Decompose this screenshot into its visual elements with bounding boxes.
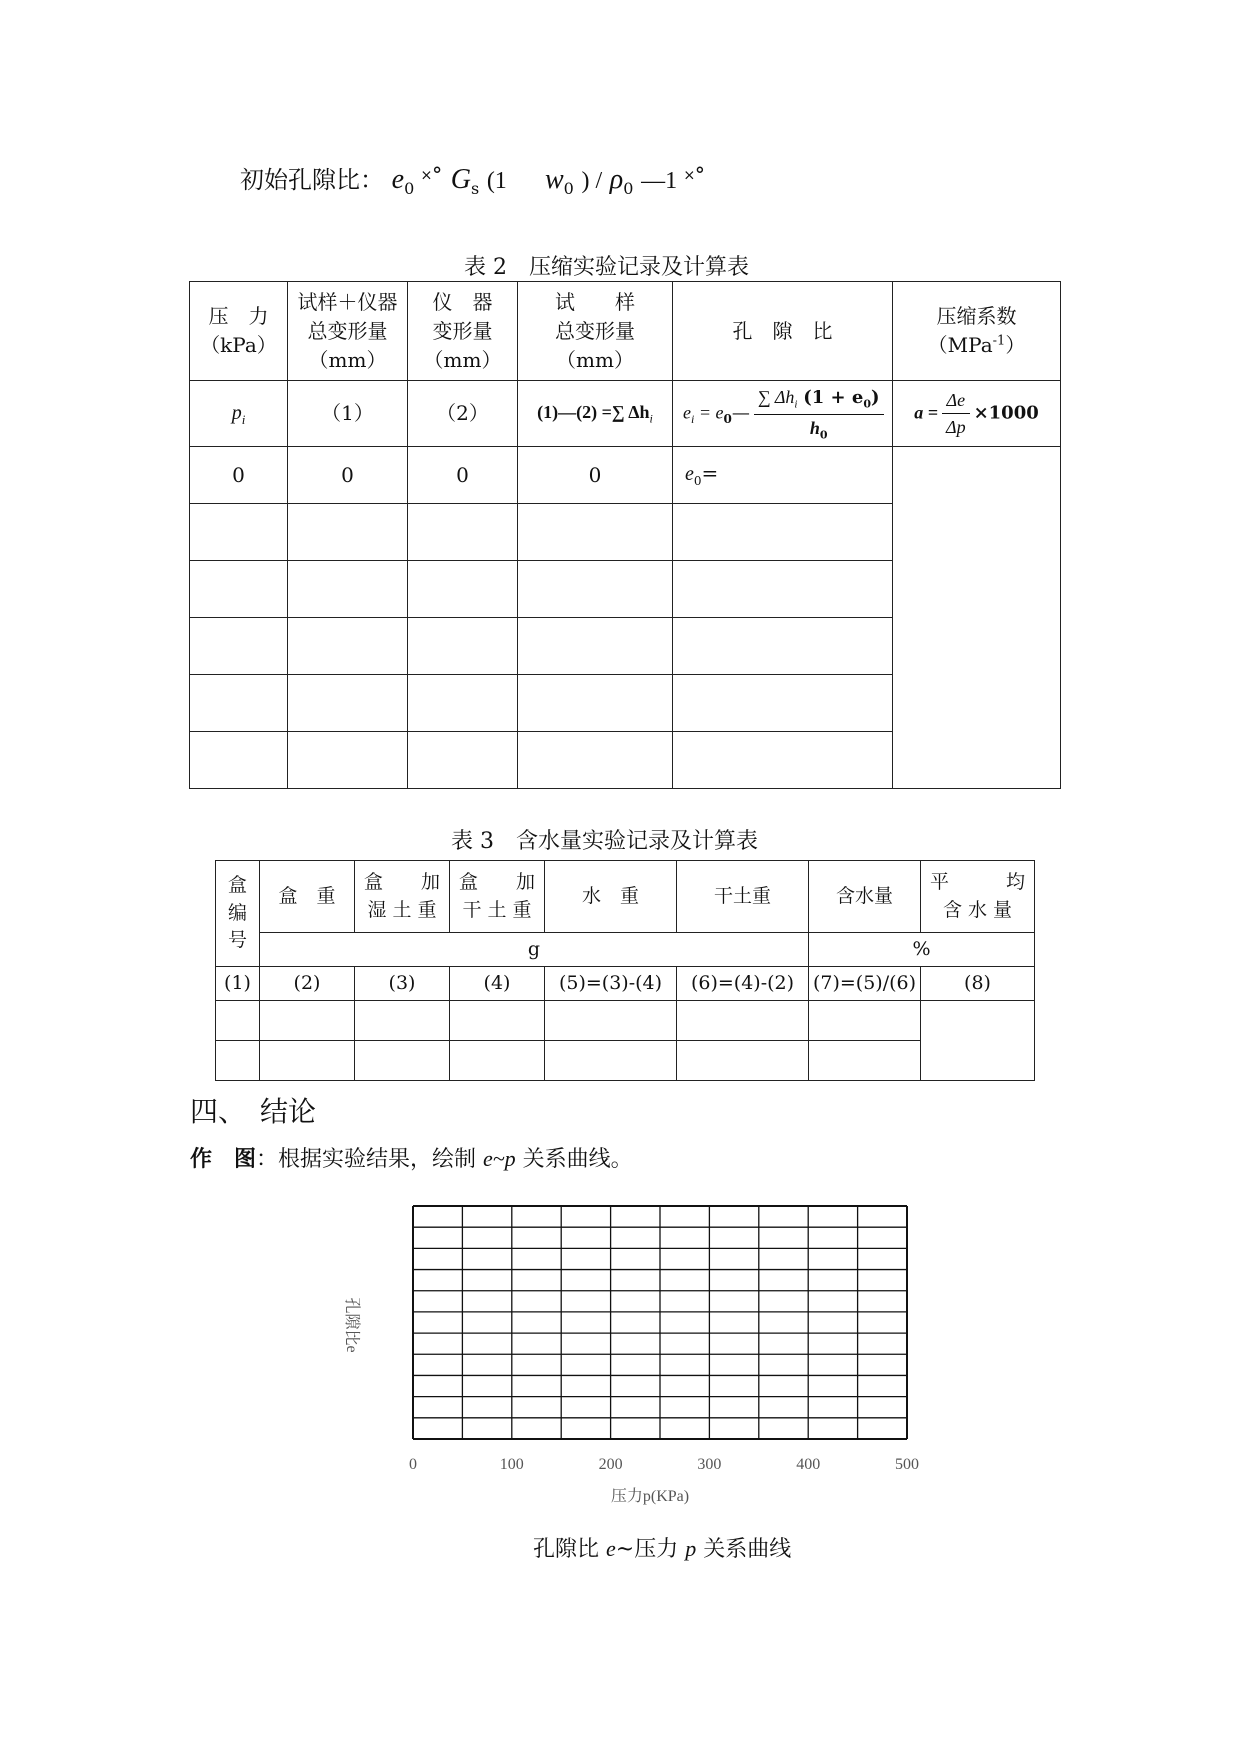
empty-cell (677, 1001, 809, 1041)
ei-minus: — (731, 402, 750, 424)
unit-percent: % (809, 933, 1035, 967)
header-coefficient-label: 压缩系数 (936, 304, 1017, 328)
table3-header-row (216, 861, 1035, 933)
empty-cell (673, 675, 893, 732)
header-void-ratio (673, 282, 893, 381)
formula-open: (1 (486, 168, 507, 194)
table2-caption: 表 2 压缩实验记录及计算表 (464, 255, 749, 280)
unit-exponent: -1 (992, 333, 1006, 349)
compression-table (189, 281, 1061, 789)
header-pressure (190, 282, 288, 381)
table3-data-row (216, 1041, 1035, 1081)
empty-cell (355, 1041, 450, 1081)
empty-cell (518, 561, 673, 618)
symbol-void-ratio-formula (673, 381, 893, 447)
header-coefficient-unit (893, 331, 1060, 360)
empty-cell (190, 504, 288, 561)
empty-cell (518, 618, 673, 675)
figure-caption (533, 1532, 791, 1563)
ei-num-sub: i (794, 398, 798, 411)
ei-num-a: ∑ Δh (757, 386, 795, 407)
plotting-ep: e~p (483, 1146, 516, 1171)
water-content-table (215, 860, 1035, 1081)
formula-rho: ρ (609, 164, 624, 195)
conclusion-heading: 四、 结论 (190, 1095, 317, 1128)
formula-g: G (450, 164, 471, 195)
plotting-label: 作 图 (190, 1147, 257, 1172)
header-box-number (216, 861, 260, 967)
header-box-number-1: 盒 (227, 874, 247, 897)
symbol-col3-text: (1)—(2) =∑ Δh (537, 402, 650, 422)
a-tail: ×1000 (973, 402, 1039, 424)
empty-cell (518, 675, 673, 732)
empty-cell (408, 675, 518, 732)
header-instrument-unit: （mm） (423, 347, 502, 372)
ep-chart (320, 1195, 940, 1515)
empty-cell (288, 618, 408, 675)
formula-mark-2: ˟˚ (684, 166, 706, 194)
empty-cell (518, 504, 673, 561)
chart-x-tick-label: 100 (499, 1456, 524, 1473)
formula-cell-1: (1) (216, 967, 260, 1001)
cell-total-0: 0 (288, 447, 408, 504)
formula-cell-6: (6)=(4)-(2) (677, 967, 809, 1001)
header-box-dry-line1: 盒 加 (458, 870, 535, 893)
formula-w: w (544, 164, 564, 195)
header-box-number-3: 号 (227, 929, 247, 952)
empty-cell (408, 561, 518, 618)
empty-cell (260, 1001, 355, 1041)
empty-cell (450, 1041, 545, 1081)
a-denominator: Δp (946, 417, 966, 437)
symbol-col3-sub: i (649, 411, 653, 426)
symbol-p-sub: i (241, 411, 246, 427)
symbol-p-letter: p (231, 401, 242, 424)
unit-close: ） (1005, 333, 1026, 357)
formula-cell-8: (8) (921, 967, 1035, 1001)
ei-den-h: h (809, 417, 820, 438)
empty-cell (673, 504, 893, 561)
chart-x-tick-label: 200 (598, 1456, 623, 1473)
cell-pressure-0: 0 (190, 447, 288, 504)
cell-instrument-0: 0 (408, 447, 518, 504)
cell-e0 (673, 447, 893, 504)
figure-caption-tail: 关系曲线 (696, 1537, 792, 1562)
table3-unit-row (216, 933, 1035, 967)
cell-e0-sub: 0 (693, 474, 702, 489)
empty-cell (809, 1041, 921, 1081)
header-box-dry-soil (450, 861, 545, 933)
header-box-wet-line1: 盒 加 (363, 870, 440, 893)
chart-x-tick-label: 500 (895, 1456, 919, 1473)
empty-cell (288, 675, 408, 732)
chart-grid (413, 1206, 907, 1439)
header-avg-line1: 平 均 (929, 870, 1025, 893)
plotting-tail: 关系曲线。 (515, 1147, 633, 1172)
symbol-coefficient-formula (893, 381, 1061, 447)
table2-data-row (190, 447, 1061, 504)
header-water-content: 含水量 (809, 861, 921, 933)
plotting-instruction (190, 1142, 633, 1173)
chart-x-tick-label: 400 (796, 1456, 821, 1473)
chart-x-tick-label: 0 (409, 1456, 417, 1473)
symbol-col1: （1） (288, 381, 408, 447)
empty-cell (260, 1041, 355, 1081)
initial-void-ratio-formula (240, 160, 706, 198)
header-instrument-line2: 变形量 (432, 318, 493, 343)
empty-cell (673, 732, 893, 789)
empty-cell (216, 1041, 260, 1081)
formula-cell-5: (5)=(3)-(4) (545, 967, 677, 1001)
ei-num-b-sub: 0 (863, 397, 871, 411)
empty-cell (545, 1001, 677, 1041)
formula-cell-3: (3) (355, 967, 450, 1001)
header-box-dry-line2: 干 土 重 (462, 898, 532, 921)
symbol-p (190, 381, 288, 447)
header-total-deformation-line2: 总变形量 (307, 318, 388, 343)
cell-sample-0: 0 (518, 447, 673, 504)
formula-mark-1: ˟˚ (421, 166, 444, 194)
chart-x-tick-label: 300 (697, 1456, 722, 1473)
empty-cell (190, 675, 288, 732)
formula-tail: —1 (641, 168, 678, 194)
header-sample-unit: （mm） (556, 347, 634, 372)
empty-cell (190, 561, 288, 618)
header-compression-coefficient (893, 282, 1061, 381)
ei-fraction (754, 384, 884, 443)
header-instrument-line1: 仪 器 (432, 289, 493, 314)
header-avg-line2: 含 水 量 (942, 898, 1013, 921)
header-total-deformation-line1: 试样＋仪器 (297, 289, 398, 314)
formula-e: e (391, 164, 405, 195)
a-fraction (942, 387, 970, 440)
cell-avg-merged (921, 1001, 1035, 1081)
empty-cell (673, 561, 893, 618)
a-numerator: Δe (942, 387, 970, 414)
figure-caption-mid: ~压力 (615, 1537, 686, 1562)
ei-denominator (754, 415, 884, 444)
table3-caption: 表 3 含水量实验记录及计算表 (451, 829, 758, 854)
formula-cell-7: (7)=(5)/(6) (809, 967, 921, 1001)
unit-mpa: （MPa (927, 333, 993, 357)
ei-lhs-sub: i (691, 412, 695, 427)
formula-prefix: 初始孔隙比： (240, 166, 384, 194)
formula-w-sub: 0 (563, 178, 574, 198)
header-void-ratio-label: 孔 隙 比 (732, 318, 833, 343)
plotting-text: ：根据实验结果，绘制 (256, 1147, 484, 1172)
formula-cell-4: (4) (450, 967, 545, 1001)
empty-cell (355, 1001, 450, 1041)
cell-e0-eq: = (701, 461, 719, 486)
formula-e-sub: 0 (404, 178, 415, 198)
header-instrument-deformation (408, 282, 518, 381)
formula-cell-2: (2) (260, 967, 355, 1001)
table3-data-row (216, 1001, 1035, 1041)
header-avg-water-content (921, 861, 1035, 933)
header-water-weight: 水 重 (545, 861, 677, 933)
figure-caption-e: e (606, 1536, 616, 1561)
empty-cell (809, 1001, 921, 1041)
header-box-weight: 盒 重 (260, 861, 355, 933)
empty-cell (518, 732, 673, 789)
ei-eq: = e (694, 402, 724, 423)
header-sample-line2: 总变形量 (555, 318, 635, 343)
ei-numerator (754, 384, 884, 415)
formula-g-sub: s (470, 178, 480, 198)
empty-cell (545, 1041, 677, 1081)
table2-header-row (190, 282, 1061, 381)
header-pressure-label: 压 力 (208, 304, 269, 328)
header-box-number-2: 编 (227, 901, 247, 924)
header-box-wet-soil (355, 861, 450, 933)
ei-num-c: ) (870, 386, 880, 408)
empty-cell (190, 732, 288, 789)
figure-caption-p: p (685, 1536, 697, 1561)
empty-cell (190, 618, 288, 675)
formula-rho-sub: 0 (623, 178, 634, 198)
symbol-col3 (518, 381, 673, 447)
ei-num-b: (1 + e (803, 386, 864, 408)
header-dry-soil-weight: 干土重 (677, 861, 809, 933)
header-sample-line1: 试 样 (555, 289, 635, 314)
empty-cell (408, 732, 518, 789)
formula-close: ) / (581, 168, 603, 194)
empty-cell (288, 732, 408, 789)
empty-cell (673, 618, 893, 675)
empty-cell (450, 1001, 545, 1041)
header-sample-deformation (518, 282, 673, 381)
header-total-deformation-unit: （mm） (308, 347, 387, 372)
header-box-wet-line2: 湿 土 重 (367, 898, 437, 921)
empty-cell (677, 1041, 809, 1081)
cell-coefficient-merged (893, 447, 1061, 789)
symbol-col2: （2） (408, 381, 518, 447)
table3-formula-row (216, 967, 1035, 1001)
chart-ylabel: 孔隙比e (343, 1297, 360, 1353)
ei-eq-sub: 0 (723, 412, 732, 427)
empty-cell (408, 618, 518, 675)
chart-x-ticks (409, 1456, 919, 1473)
ei-den-sub: 0 (819, 428, 828, 442)
figure-caption-prefix: 孔隙比 (533, 1537, 606, 1562)
header-pressure-unit: （kPa） (200, 333, 277, 357)
cell-e0-e: e (685, 463, 694, 486)
header-total-deformation (288, 282, 408, 381)
empty-cell (216, 1001, 260, 1041)
empty-cell (288, 504, 408, 561)
empty-cell (288, 561, 408, 618)
a-lhs: a = (914, 402, 938, 423)
table2-symbol-row (190, 381, 1061, 447)
chart-xlabel: 压力p(KPa) (610, 1488, 690, 1505)
ei-lhs: e (683, 402, 691, 423)
unit-grams: g (260, 933, 809, 967)
empty-cell (408, 504, 518, 561)
